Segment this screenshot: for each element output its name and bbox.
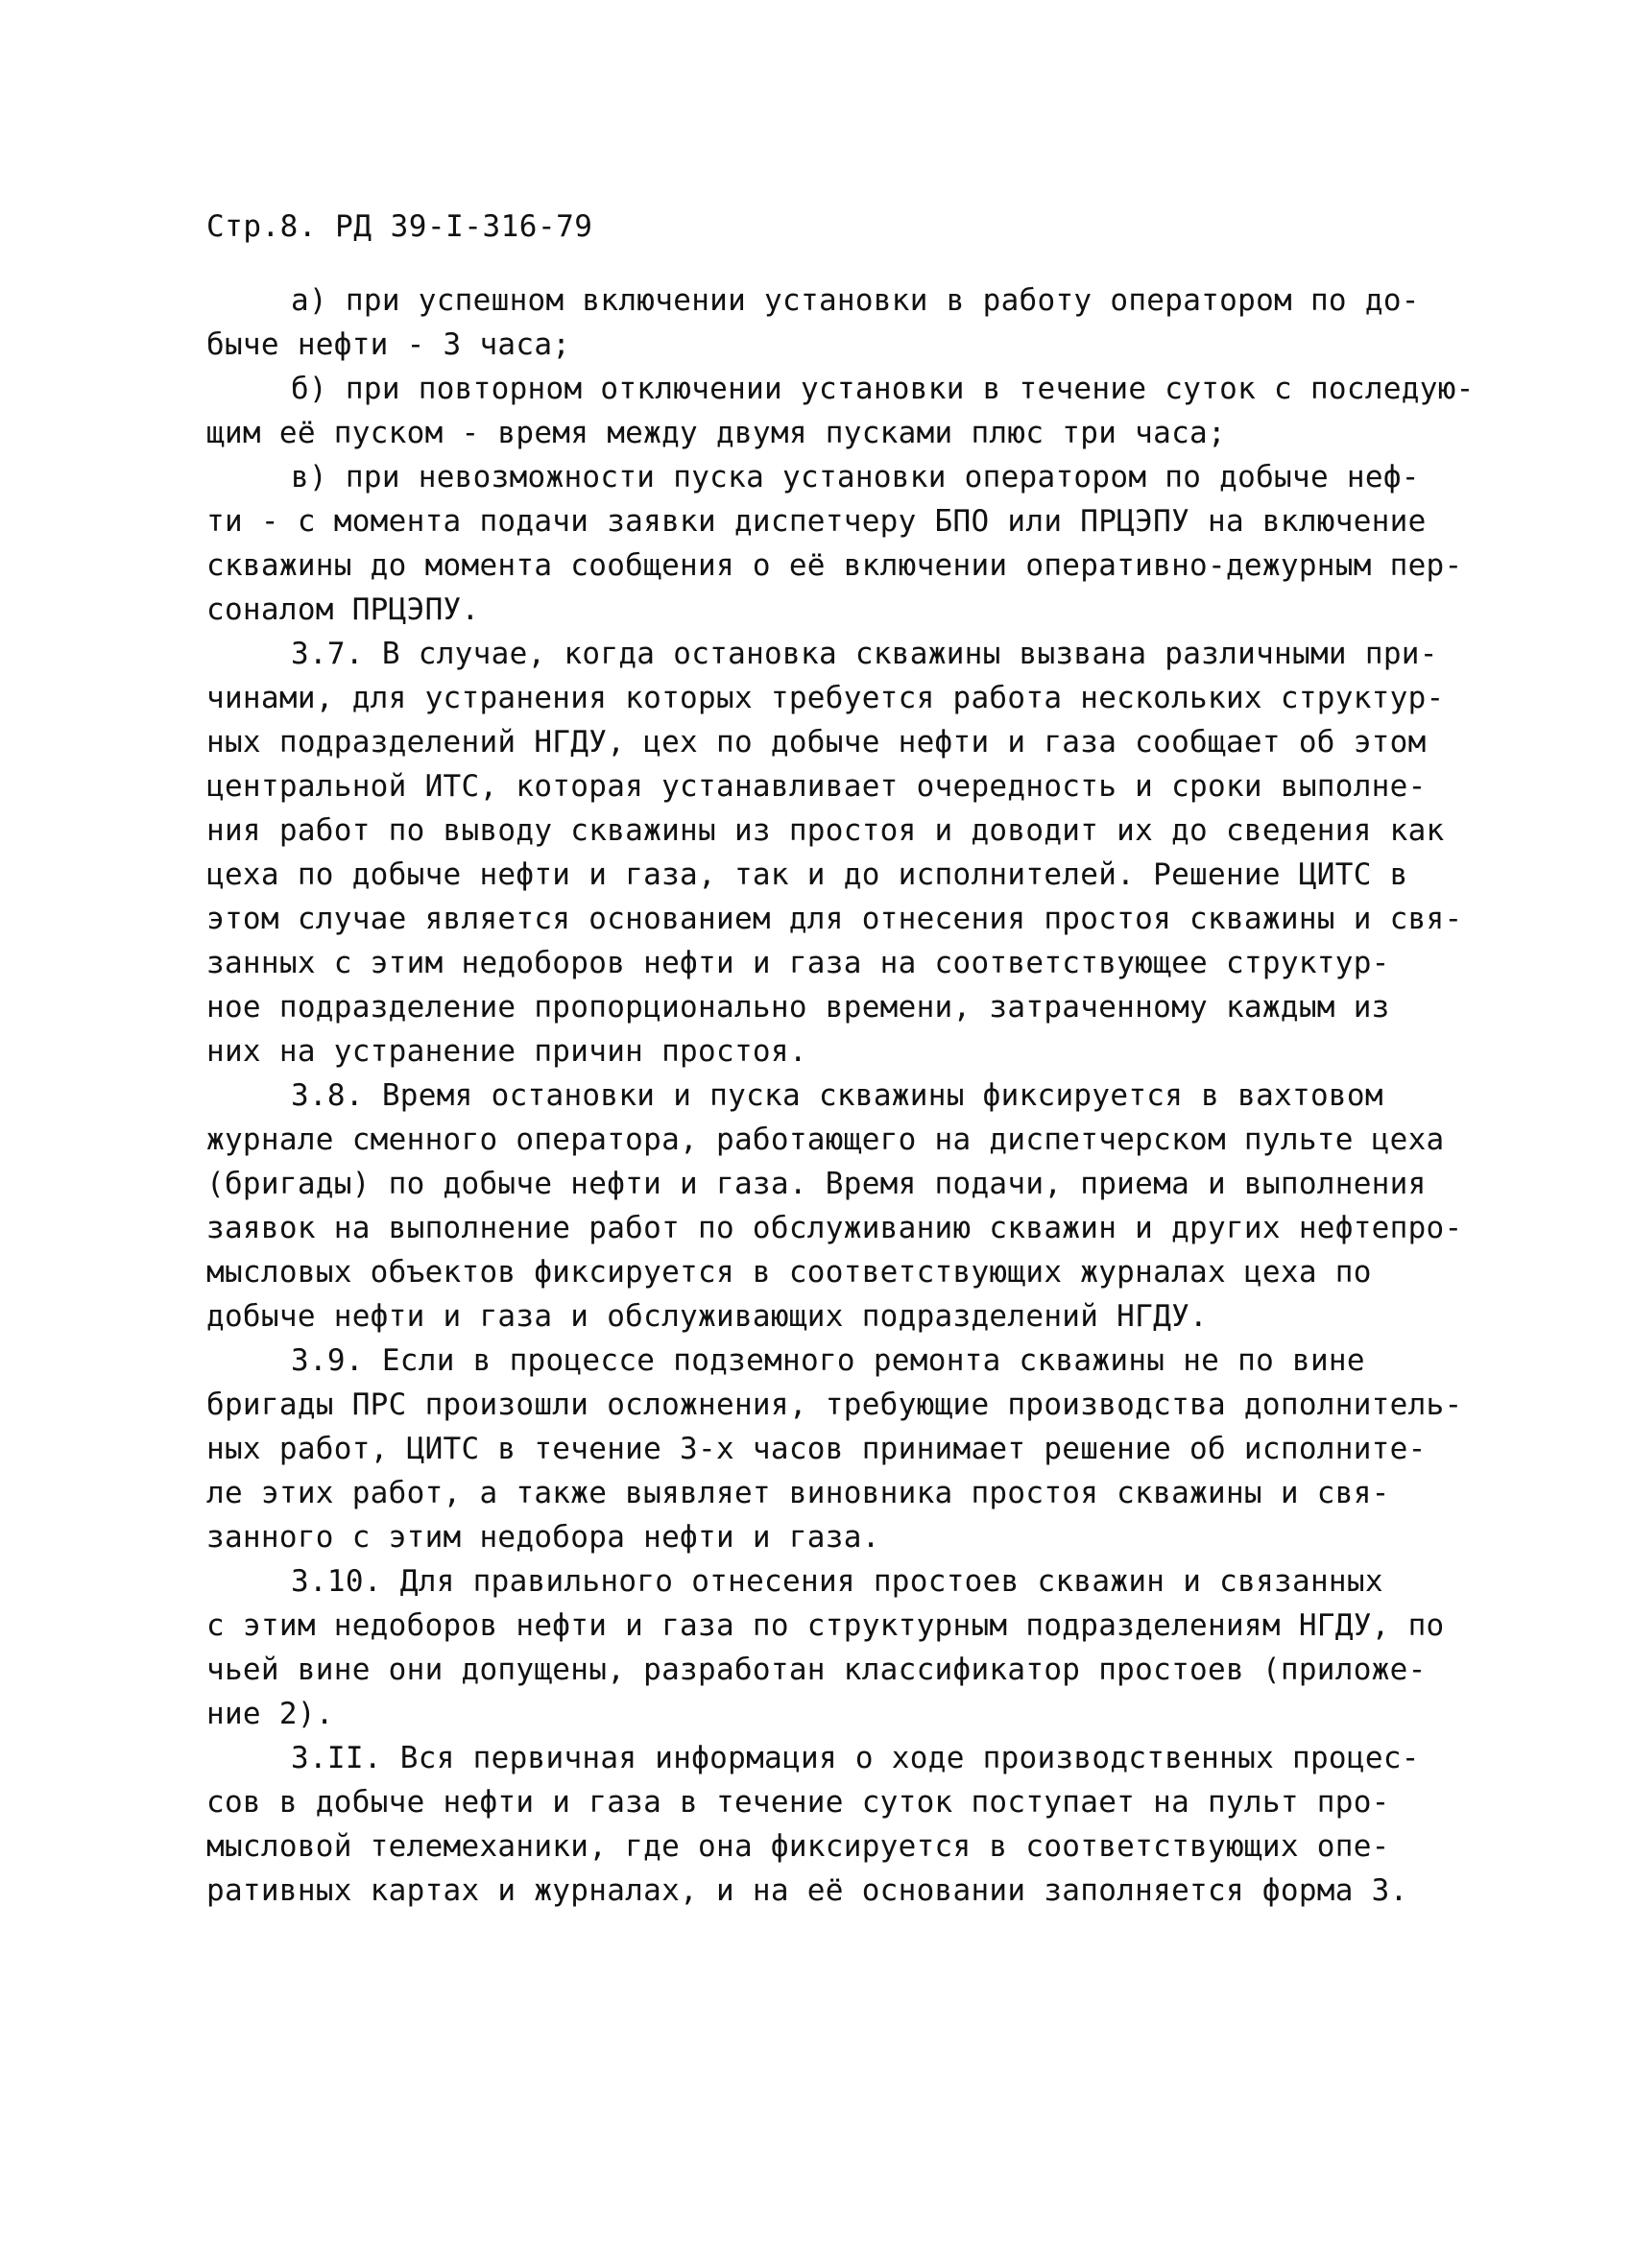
text-line: чьей вине они допущены, разработан классификатор простоев (приложе- [206, 1653, 1427, 1687]
text-line: а) при успешном включении установки в работу оператором по до- [291, 283, 1420, 318]
text-line: бригады ПРС произошли осложнения, требующие производства дополнитель- [206, 1387, 1463, 1422]
text-line: добыче нефти и газа и обслуживающих подразделений НГДУ. [206, 1299, 1208, 1334]
text-line: в) при невозможности пуска установки оператором по добыче неф- [291, 460, 1420, 495]
page-header: Стр.8. РД 39-I-316-79 [206, 209, 593, 244]
text-line: ле этих работ, а также выявляет виновника простоя скважины и свя- [206, 1476, 1390, 1510]
text-line: журнале сменного оператора, работающего на диспетчерском пульте цеха [206, 1122, 1445, 1157]
text-line: скважины до момента сообщения о её включении оперативно-дежурным пер- [206, 548, 1463, 583]
text-line: заявок на выполнение работ по обслуживанию скважин и других нефтепро- [206, 1211, 1463, 1245]
text-line: щим её пуском - время между двумя пусками плюс три часа; [206, 416, 1226, 450]
text-line: занного с этим недобора нефти и газа. [206, 1520, 880, 1555]
text-line: ративных картах и журналах, и на её основании заполняется форма 3. [206, 1873, 1408, 1908]
text-line: ное подразделение пропорционально времени, затраченному каждым из [206, 990, 1390, 1025]
text-line: ния работ по выводу скважины из простоя и доводит их до сведения как [206, 813, 1445, 848]
text-line: 3.II. Вся первичная информация о ходе производственных процес- [291, 1741, 1420, 1775]
text-line: ных подразделений НГДУ, цех по добыче нефти и газа сообщает об этом [206, 725, 1427, 760]
text-line: 3.8. Время остановки и пуска скважины фиксируется в вахтовом [291, 1078, 1383, 1113]
text-line: соналом ПРЦЭПУ. [206, 592, 480, 627]
text-line: чинами, для устранения которых требуется работа нескольких структур- [206, 681, 1445, 715]
text-line: мысловой телемеханики, где она фиксируется в соответствующих опе- [206, 1829, 1390, 1864]
text-line: (бригады) по добыче нефти и газа. Время подачи, приема и выполнения [206, 1167, 1427, 1201]
text-line: мысловых объектов фиксируется в соответствующих журналах цеха по [206, 1255, 1372, 1290]
text-line: сов в добыче нефти и газа в течение суток поступает на пульт про- [206, 1785, 1390, 1820]
text-line: занных с этим недоборов нефти и газа на соответствующее структур- [206, 946, 1390, 980]
text-line: этом случае является основанием для отнесения простоя скважины и свя- [206, 902, 1463, 936]
text-line: ние 2). [206, 1697, 334, 1731]
text-line: центральной ИТС, которая устанавливает очередность и сроки выполне- [206, 769, 1427, 804]
text-line: цеха по добыче нефти и газа, так и до исполнителей. Решение ЦИТС в [206, 857, 1408, 892]
text-line: них на устранение причин простоя. [206, 1034, 807, 1069]
text-line: 3.10. Для правильного отнесения простоев скважин и связанных [291, 1564, 1383, 1599]
text-line: ных работ, ЦИТС в течение 3-х часов принимает решение об исполните- [206, 1432, 1427, 1466]
text-line: 3.7. В случае, когда остановка скважины вызвана различными при- [291, 637, 1438, 671]
text-line: с этим недоборов нефти и газа по структурным подразделениям НГДУ, по [206, 1608, 1445, 1643]
text-line: быче нефти - 3 часа; [206, 327, 571, 362]
text-line: ти - с момента подачи заявки диспетчеру БПО или ПРЦЭПУ на включение [206, 504, 1427, 539]
text-line: 3.9. Если в процессе подземного ремонта скважины не по вине [291, 1343, 1365, 1378]
text-line: б) при повторном отключении установки в течение суток с последую- [291, 372, 1475, 406]
